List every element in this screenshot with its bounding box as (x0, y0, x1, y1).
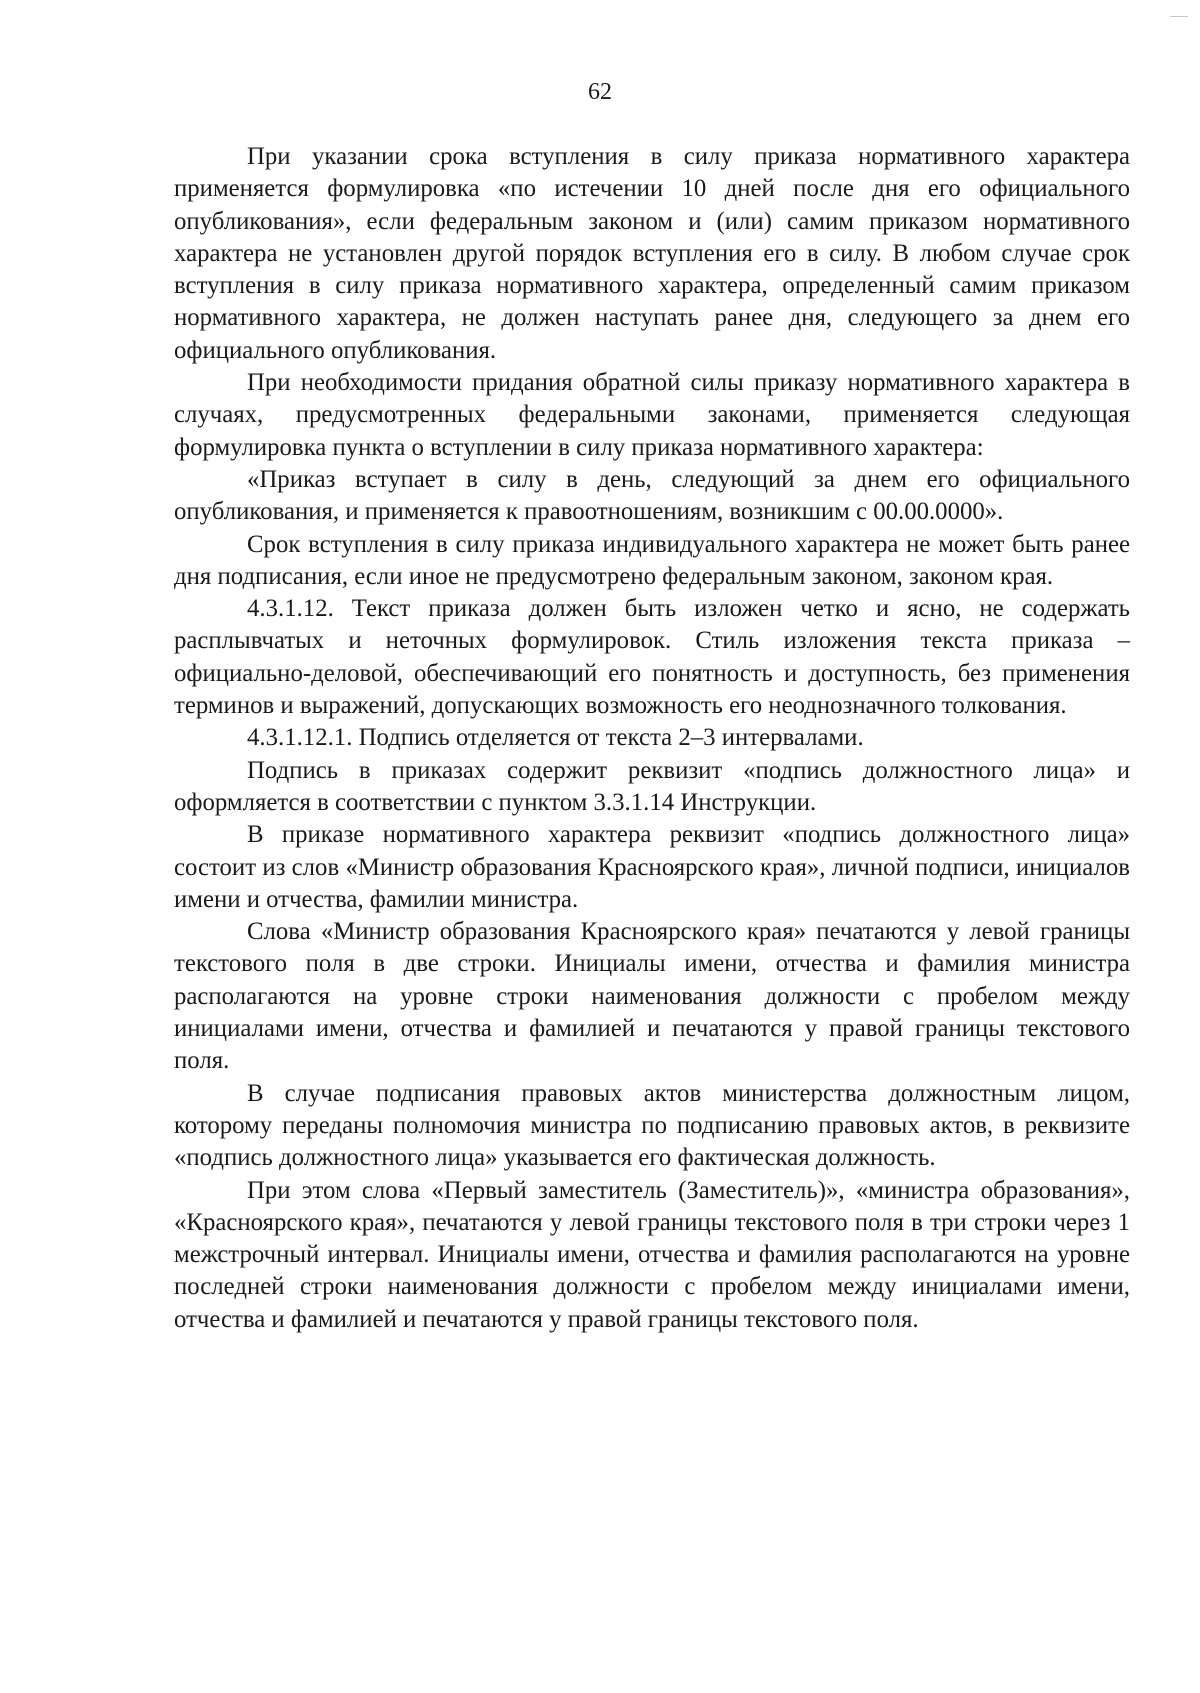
paragraph-normative-signature: В приказе нормативного характера реквизит «подпись должностного лица» состоит из слов «Министр образования Красноярского края», личной подписи, инициалов имени и отчества, фамилии министра. (174, 821, 1130, 913)
paragraph-section-4-3-1-12-1: 4.3.1.12.1. Подпись отделяется от текста 2–3 интервалами. (247, 724, 864, 752)
paragraph-minister-words-layout: Слова «Министр образования Красноярского края» печатаются у левой границы текстового поля в две строки. Инициалы имени, отчества и фамилия министра располагаются на уровне строки наименования должности с пробелом между инициалами имени, отчества и фамилией и печатаются у правой границы текстового поля. (174, 918, 1130, 1075)
scan-artifact (1170, 16, 1188, 17)
paragraph-retroactive-formula: «Приказ вступает в силу в день, следующий за днем его официального опубликования, и применяется к правоотношениям, возникшим с 00.00.0000». (174, 465, 1130, 526)
document-body (174, 141, 1130, 1336)
paragraph-section-4-3-1-12: 4.3.1.12. Текст приказа должен быть изложен четко и ясно, не содержать расплывчатых и неточных формулировок. Стиль изложения текста приказа – официально-деловой, обеспечивающий его понятность и доступность, без применения терминов и выражений, допускающих возможность его неоднозначного толкования. (174, 595, 1130, 720)
paragraph-signature-requisite: Подпись в приказах содержит реквизит «подпись должностного лица» и оформляется в соответствии с пунктом 3.3.1.14 Инструкции. (174, 756, 1130, 816)
paragraph-entry-into-force-normative: При указании срока вступления в силу приказа нормативного характера применяется формулировка «по истечении 10 дней после дня его официального опубликования», если федеральным законом и (или) самим приказом нормативного характера не установлен другой порядок вступления его в силу. В любом случае срок вступления в силу приказа нормативного характера, определенный самим приказом нормативного характера, не должен наступать ранее дня, следующего за днем его официального опубликования. (174, 143, 1130, 364)
paragraph-delegated-signing: В случае подписания правовых актов министерства должностным лицом, которому переданы полномочия министра по подписанию правовых актов, в реквизите «подпись должностного лица» указывается его фактическая должность. (174, 1079, 1130, 1172)
paragraph-deputy-words-layout: При этом слова «Первый заместитель (Заместитель)», «министра образования», «Красноярского края», печатаются у левой границы текстового поля в три строки через 1 межстрочный интервал. Инициалы имени, отчества и фамилия располагаются на уровне последней строки наименования должности с пробелом между инициалами имени, отчества и фамилией и печатаются у правой границы текстового поля. (174, 1176, 1130, 1333)
page-number: 62 (588, 79, 612, 105)
paragraph-individual-order-term: Срок вступления в силу приказа индивидуального характера не может быть ранее дня подписания, если иное не предусмотрено федеральным законом, законом края. (174, 530, 1130, 590)
paragraph-retroactive-force: При необходимости придания обратной силы приказу нормативного характера в случаях, предусмотренных федеральными законами, применяется следующая формулировка пункта о вступлении в силу приказа нормативного характера: (174, 369, 1130, 461)
